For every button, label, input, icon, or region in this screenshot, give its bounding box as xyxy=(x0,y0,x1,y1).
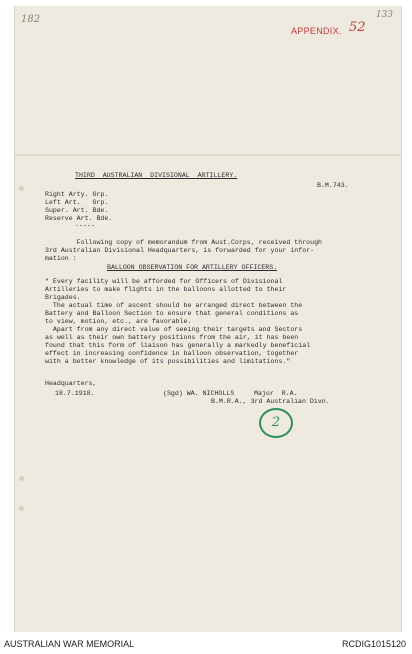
recipient-3: Super. Art. Bde. xyxy=(45,207,109,214)
intro-line-1: Following copy of memorandum from Aust.Corps, received through xyxy=(45,239,322,246)
intro-line-2: 3rd Australian Divisional Headquarters, is forwarded for your infor- xyxy=(45,247,315,254)
quote-line-7: Apart from any direct value of seeing their targets and Sectors xyxy=(45,326,303,333)
quote-line-11: with a better knowledge of its possibilities and limitations." xyxy=(45,358,291,365)
memo-subject: BALLOON OBSERVATION FOR ARTILLERY OFFICERS. xyxy=(107,264,278,271)
appendix-number: 52 xyxy=(349,20,366,35)
intro-line-3: mation : xyxy=(45,255,77,262)
quote-line-2: Artilleries to make flights in the balloons allotted to their xyxy=(45,286,287,293)
memo-title: THIRD AUSTRALIAN DIVISIONAL ARTILLERY. xyxy=(75,172,238,179)
signature-line-1: (Sgd) WA. NICHOLLS Major R.A. xyxy=(163,390,298,397)
corner-folio-number: 133 xyxy=(375,10,393,20)
recipient-4: Reserve Art. Bde. xyxy=(45,215,113,222)
recipient-1: Right Arty. Grp. xyxy=(45,191,109,198)
page-fold xyxy=(15,154,401,156)
circled-page-number: 2 xyxy=(259,408,293,438)
signature-line-2: B.M.R.A., 3rd Australian Divn. xyxy=(211,398,330,405)
appendix-stamp: APPENDIX. xyxy=(291,26,342,36)
quote-line-3: Brigades. xyxy=(45,294,81,301)
quote-line-8: as well as their own battery positions from the air, it has been xyxy=(45,334,299,341)
recipient-2: Left Art. Grp. xyxy=(45,199,109,206)
headquarters-label: Headquarters, xyxy=(45,380,97,387)
quote-line-9: found that this form of liaison has generally a markedly beneficial xyxy=(45,342,311,349)
quote-line-4: The actual time of ascent should be arranged direct between the xyxy=(45,302,303,309)
quote-line-10: effect in increasing confidence in balloon observation, together xyxy=(45,350,299,357)
quote-line-6: to view, motion, etc., are favorable. xyxy=(45,318,192,325)
separator-dashes: ----- xyxy=(75,222,95,229)
pencil-page-number: 182 xyxy=(21,14,41,25)
quote-line-5: Battery and Balloon Section to ensure that general conditions as xyxy=(45,310,299,317)
quote-line-1: " Every facility will be afforded for Officers of Divisional xyxy=(45,278,283,285)
memo-reference: B.M.743. xyxy=(317,182,349,189)
footer-archive-name: AUSTRALIAN WAR MEMORIAL xyxy=(4,639,135,649)
memo-date: 18.7.1918. xyxy=(55,390,95,397)
footer-record-id: RCDIG1015120 xyxy=(341,639,406,649)
document-page xyxy=(14,6,402,632)
